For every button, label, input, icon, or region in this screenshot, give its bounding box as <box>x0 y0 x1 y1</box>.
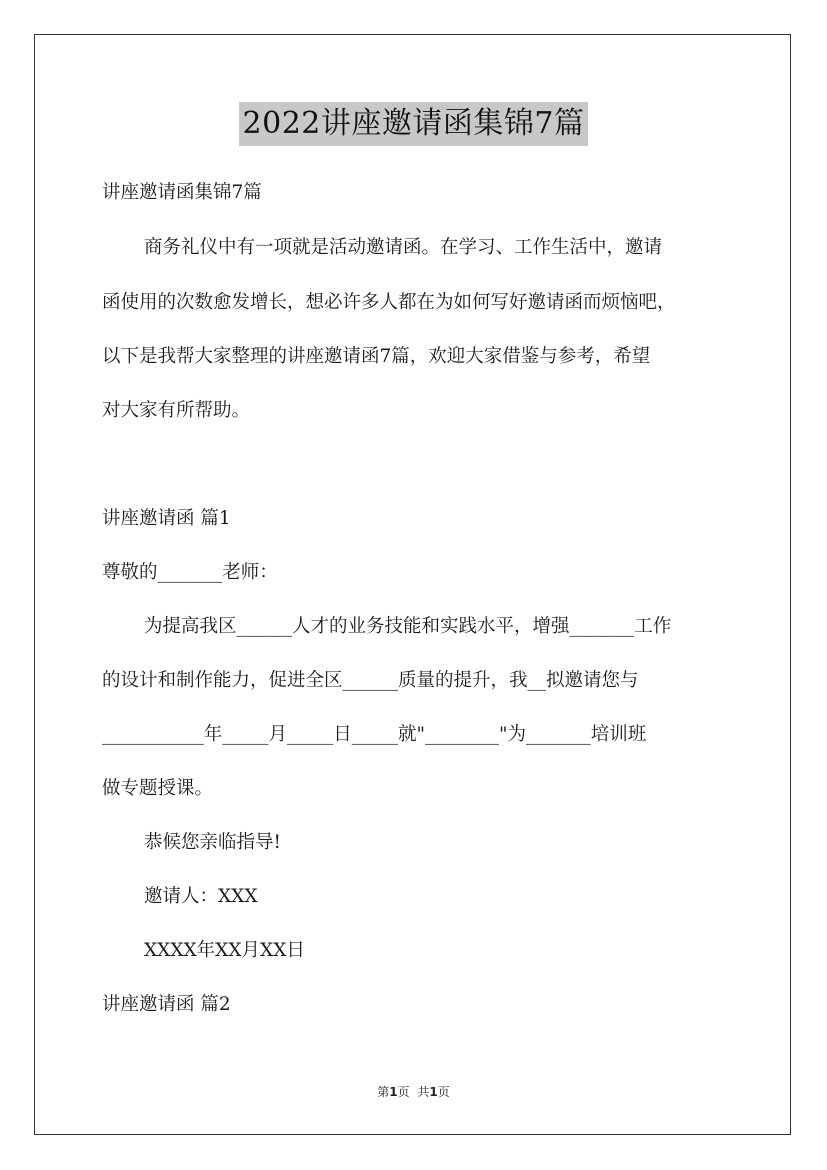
body-line: 做专题授课。 <box>102 778 214 799</box>
title-container <box>0 102 827 146</box>
intro-line: 以下是我帮大家整理的讲座邀请函7篇，欢迎大家借鉴与参考，希望 <box>102 346 651 367</box>
body-line: ___________年_____月_____日_____就"________"为_______培训班 <box>102 724 647 745</box>
body-line: 的设计和制作能力，促进全区______质量的提升，我__拟邀请您与 <box>102 670 639 691</box>
footer-total-prefix: 共 <box>417 1085 430 1099</box>
salutation: 尊敬的_______老师： <box>102 562 278 583</box>
section-heading: 讲座邀请函 篇2 <box>102 994 231 1015</box>
document-title: 2022讲座邀请函集锦7篇 <box>239 102 589 146</box>
footer-page-number: 1 <box>389 1085 398 1099</box>
footer-total-suffix: 页 <box>437 1085 450 1099</box>
intro-line: 商务礼仪中有一项就是活动邀请函。在学习、工作生活中，邀请 <box>144 237 663 258</box>
section-heading: 讲座邀请函 篇1 <box>102 508 231 529</box>
footer-page-suffix: 页 <box>397 1085 410 1099</box>
inviter-line: 邀请人：XXX <box>144 886 258 907</box>
intro-line: 函使用的次数愈发增长，想必许多人都在为如何写好邀请函而烦恼吧， <box>102 292 676 313</box>
footer-total-number: 1 <box>429 1085 438 1099</box>
closing-line: 恭候您亲临指导! <box>144 832 281 853</box>
intro-line: 对大家有所帮助。 <box>102 400 251 421</box>
body-line: 为提高我区______人才的业务技能和实践水平，增强_______工作 <box>144 616 672 637</box>
date-line: XXXX年XX月XX日 <box>144 940 305 961</box>
subtitle: 讲座邀请函集锦7篇 <box>102 182 262 203</box>
footer-page-prefix: 第 <box>377 1085 390 1099</box>
page-footer <box>0 1084 827 1100</box>
